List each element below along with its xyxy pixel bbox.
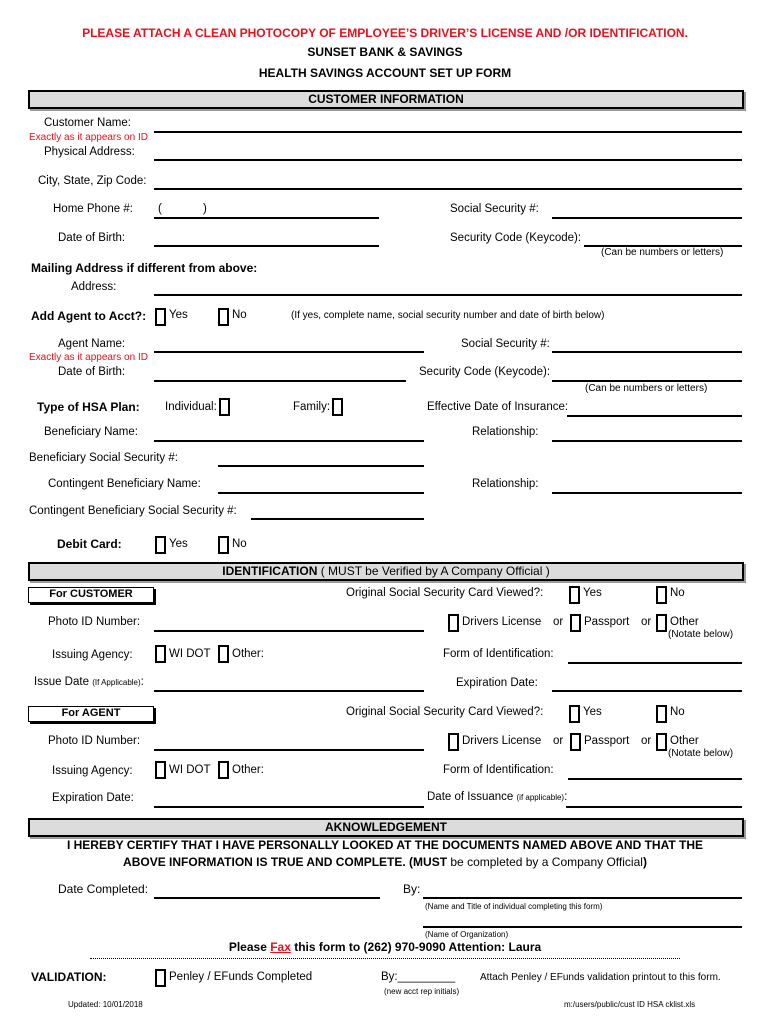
customer-expiration-field[interactable] <box>552 690 742 692</box>
family-label: Family: <box>293 401 331 413</box>
agent-or-1: or <box>553 735 564 747</box>
home-phone-label: Home Phone #: <box>53 203 133 215</box>
mailing-address-label: Address: <box>71 281 117 293</box>
individual-checkbox[interactable] <box>219 398 230 416</box>
ack-by-label: By: <box>403 882 421 896</box>
add-agent-yes-checkbox[interactable] <box>155 308 166 326</box>
date-of-issuance-colon: : <box>564 791 568 803</box>
ack-by-field[interactable] <box>423 897 742 899</box>
customer-or-1: or <box>553 616 564 628</box>
initials-note: (new acct rep initials) <box>384 987 460 996</box>
agent-keycode-note: (Can be numbers or letters) <box>585 383 708 394</box>
hsa-plan-heading: Type of HSA Plan: <box>37 400 140 414</box>
effective-date-field[interactable] <box>567 415 742 417</box>
agent-date-of-issuance-field[interactable] <box>566 806 742 808</box>
agent-dob-label: Date of Birth: <box>58 366 126 378</box>
agent-photo-id-field[interactable] <box>154 749 424 751</box>
customer-form-of-id-label: Form of Identification: <box>443 648 554 660</box>
customer-ssn-label: Social Security #: <box>450 203 539 215</box>
agent-ss-card-no-label: No <box>670 706 685 718</box>
agent-issuing-agency-label: Issuing Agency: <box>52 765 133 777</box>
agent-drivers-license-label: Drivers License <box>462 735 542 747</box>
agent-ss-card-yes-label: Yes <box>583 706 602 718</box>
agent-other-agency-checkbox[interactable] <box>218 761 229 779</box>
for-agent-label: For AGENT <box>61 707 121 719</box>
fax-word: Fax <box>270 940 291 954</box>
agent-expiration-field[interactable] <box>154 806 424 808</box>
customer-passport-label: Passport <box>584 616 630 628</box>
beneficiary-ssn-field[interactable] <box>218 465 424 467</box>
attach-notice: PLEASE ATTACH A CLEAN PHOTOCOPY OF EMPLOYEE’S DRIVER’S LICENSE AND /OR IDENTIFICATION. <box>82 26 688 40</box>
contingent-name-label: Contingent Beneficiary Name: <box>48 478 201 490</box>
mailing-heading: Mailing Address if different from above: <box>31 261 258 275</box>
agent-name-field[interactable] <box>154 351 424 353</box>
add-agent-no-checkbox[interactable] <box>218 308 229 326</box>
relationship-label: Relationship: <box>472 426 539 438</box>
customer-wi-dot-checkbox[interactable] <box>155 645 166 663</box>
debit-card-heading: Debit Card: <box>57 537 122 551</box>
add-agent-note: (If yes, complete name, social security number and date of birth below) <box>291 310 605 321</box>
name-title-note: (Name and Title of individual completing this form) <box>425 902 603 911</box>
customer-section-bar <box>28 90 744 109</box>
agent-passport-checkbox[interactable] <box>570 733 581 751</box>
customer-other-id-checkbox[interactable] <box>656 614 667 632</box>
fax-line <box>0 940 770 954</box>
contingent-relationship-field[interactable] <box>552 492 742 494</box>
customer-section-title: CUSTOMER INFORMATION <box>308 92 464 106</box>
identification-subtitle: ( MUST be Verified by A Company Official ) <box>317 564 550 578</box>
customer-name-label: Customer Name: <box>44 117 131 129</box>
contingent-relationship-label: Relationship: <box>472 478 539 490</box>
customer-form-of-id-field[interactable] <box>568 662 742 664</box>
agent-name-label: Agent Name: <box>58 338 126 350</box>
home-phone-field[interactable] <box>154 217 379 219</box>
organization-field[interactable] <box>423 926 742 928</box>
organization-note: (Name of Organization) <box>425 930 509 939</box>
debit-yes-checkbox[interactable] <box>155 536 166 554</box>
beneficiary-ssn-label: Beneficiary Social Security #: <box>29 452 178 464</box>
customer-keycode-label: Security Code (Keycode): <box>450 232 582 244</box>
debit-yes-label: Yes <box>169 538 188 550</box>
effective-date-label: Effective Date of Insurance: <box>427 401 569 413</box>
agent-ssn-label: Social Security #: <box>461 338 550 350</box>
agent-other-id-checkbox[interactable] <box>656 733 667 751</box>
contingent-name-field[interactable] <box>218 492 424 494</box>
identification-title: IDENTIFICATION <box>222 564 318 578</box>
city-state-zip-field[interactable] <box>154 188 742 190</box>
agent-drivers-license-checkbox[interactable] <box>448 733 459 751</box>
add-agent-no-label: No <box>232 309 247 321</box>
issue-date-text: Issue Date <box>34 676 89 688</box>
customer-wi-dot-label: WI DOT <box>169 648 211 660</box>
certify-line-2 <box>0 855 770 869</box>
customer-ssn-field[interactable] <box>552 217 742 219</box>
debit-no-label: No <box>232 538 247 550</box>
fax-prefix: Please <box>228 940 271 954</box>
certify-line-2-bold: ABOVE INFORMATION IS TRUE AND COMPLETE. (MUST <box>123 855 448 869</box>
agent-ss-card-label: Original Social Security Card Viewed?: <box>346 706 544 718</box>
agent-exact-note: Exactly as it appears on ID <box>29 352 148 363</box>
customer-name-field[interactable] <box>154 131 742 133</box>
certify-line-2-rest: be completed by a Company Official <box>447 855 643 869</box>
customer-or-2: or <box>641 616 652 628</box>
agent-or-2: or <box>641 735 652 747</box>
agent-date-of-issuance-label <box>427 791 567 805</box>
updated-date: Updated: 10/01/2018 <box>68 1000 143 1009</box>
acknowledgement-section-bar <box>28 818 744 837</box>
customer-ss-card-no-checkbox[interactable] <box>656 586 667 604</box>
agent-form-of-id-field[interactable] <box>568 778 742 780</box>
agent-passport-label: Passport <box>584 735 630 747</box>
family-checkbox[interactable] <box>332 398 343 416</box>
fax-suffix: this form to (262) 970-9090 Attention: Laura <box>290 940 542 954</box>
agent-other-id-label: Other <box>670 735 699 747</box>
contingent-ssn-label: Contingent Beneficiary Social Security #: <box>29 505 237 517</box>
agent-keycode-label: Security Code (Keycode): <box>419 366 551 378</box>
customer-expiration-label: Expiration Date: <box>456 677 538 689</box>
certify-line-1: I HEREBY CERTIFY THAT I HAVE PERSONALLY LOOKED AT THE DOCUMENTS NAMED ABOVE AND THAT THE <box>66 838 704 852</box>
date-of-issuance-note: (if applicable) <box>516 793 565 802</box>
customer-issue-date-label <box>34 676 144 690</box>
certify-line-2-end: ) <box>642 855 647 869</box>
customer-passport-checkbox[interactable] <box>570 614 581 632</box>
mailing-address-field[interactable] <box>154 294 742 296</box>
agent-ss-card-no-checkbox[interactable] <box>656 705 667 723</box>
customer-ss-card-yes-label: Yes <box>583 587 602 599</box>
agent-keycode-field[interactable] <box>552 380 742 382</box>
customer-ss-card-no-label: No <box>670 587 685 599</box>
individual-label: Individual: <box>165 401 217 413</box>
customer-ss-card-yes-checkbox[interactable] <box>569 586 580 604</box>
customer-other-agency-label: Other: <box>232 648 264 660</box>
add-agent-heading: Add Agent to Acct?: <box>31 309 147 323</box>
attach-printout-note: Attach Penley / EFunds validation printout to this form. <box>480 972 721 983</box>
date-completed-field[interactable] <box>154 897 380 899</box>
customer-photo-id-label: Photo ID Number: <box>48 616 141 628</box>
debit-no-checkbox[interactable] <box>218 536 229 554</box>
physical-address-label: Physical Address: <box>44 146 135 158</box>
contingent-ssn-field[interactable] <box>251 518 424 520</box>
customer-drivers-license-checkbox[interactable] <box>448 614 459 632</box>
agent-wi-dot-checkbox[interactable] <box>155 761 166 779</box>
customer-issue-date-field[interactable] <box>154 690 424 692</box>
date-completed-label: Date Completed: <box>58 882 149 896</box>
for-agent-box <box>28 706 154 722</box>
agent-expiration-label: Expiration Date: <box>52 792 134 804</box>
for-customer-box <box>28 587 154 603</box>
bank-name: SUNSET BANK & SAVINGS <box>307 45 463 59</box>
phone-paren-open: ( <box>158 203 162 215</box>
agent-notate-note: (Notate below) <box>668 748 734 759</box>
issue-date-colon: : <box>140 676 144 688</box>
form-title: HEALTH SAVINGS ACCOUNT SET UP FORM <box>258 66 512 80</box>
beneficiary-name-field[interactable] <box>154 440 424 442</box>
customer-issuing-agency-label: Issuing Agency: <box>52 649 133 661</box>
physical-address-field[interactable] <box>154 159 742 161</box>
phone-paren-close: ) <box>203 203 207 215</box>
date-of-issuance-text: Date of Issuance <box>427 791 514 803</box>
customer-other-agency-checkbox[interactable] <box>218 645 229 663</box>
customer-photo-id-field[interactable] <box>154 630 424 632</box>
customer-notate-note: (Notate below) <box>668 629 734 640</box>
customer-ss-card-label: Original Social Security Card Viewed?: <box>346 587 544 599</box>
customer-dob-field[interactable] <box>154 245 379 247</box>
customer-dob-label: Date of Birth: <box>58 232 126 244</box>
agent-wi-dot-label: WI DOT <box>169 764 211 776</box>
customer-exact-note: Exactly as it appears on ID <box>29 132 148 143</box>
customer-keycode-note: (Can be numbers or letters) <box>601 247 724 258</box>
city-state-zip-label: City, State, Zip Code: <box>38 175 147 187</box>
relationship-field[interactable] <box>552 440 742 442</box>
validation-by: By:_________ <box>381 971 456 983</box>
customer-other-id-label: Other <box>670 616 699 628</box>
issue-date-note: (If Applicable) <box>92 678 141 687</box>
agent-dob-field[interactable] <box>154 380 406 382</box>
agent-ss-card-yes-checkbox[interactable] <box>569 705 580 723</box>
penley-checkbox[interactable] <box>155 969 166 987</box>
agent-other-agency-label: Other: <box>232 764 264 776</box>
customer-drivers-license-label: Drivers License <box>462 616 542 628</box>
acknowledgement-title: AKNOWLEDGEMENT <box>325 820 447 834</box>
agent-ssn-field[interactable] <box>552 351 742 353</box>
identification-section-bar <box>28 562 744 581</box>
beneficiary-name-label: Beneficiary Name: <box>44 426 138 438</box>
penley-label: Penley / EFunds Completed <box>169 971 313 983</box>
validation-heading: VALIDATION: <box>31 970 107 984</box>
agent-form-of-id-label: Form of Identification: <box>443 764 554 776</box>
dotted-divider <box>90 958 680 959</box>
file-path: m:/users/public/cust ID HSA cklist.xls <box>564 1000 696 1009</box>
add-agent-yes-label: Yes <box>169 309 188 321</box>
agent-photo-id-label: Photo ID Number: <box>48 735 141 747</box>
for-customer-label: For CUSTOMER <box>49 588 133 600</box>
